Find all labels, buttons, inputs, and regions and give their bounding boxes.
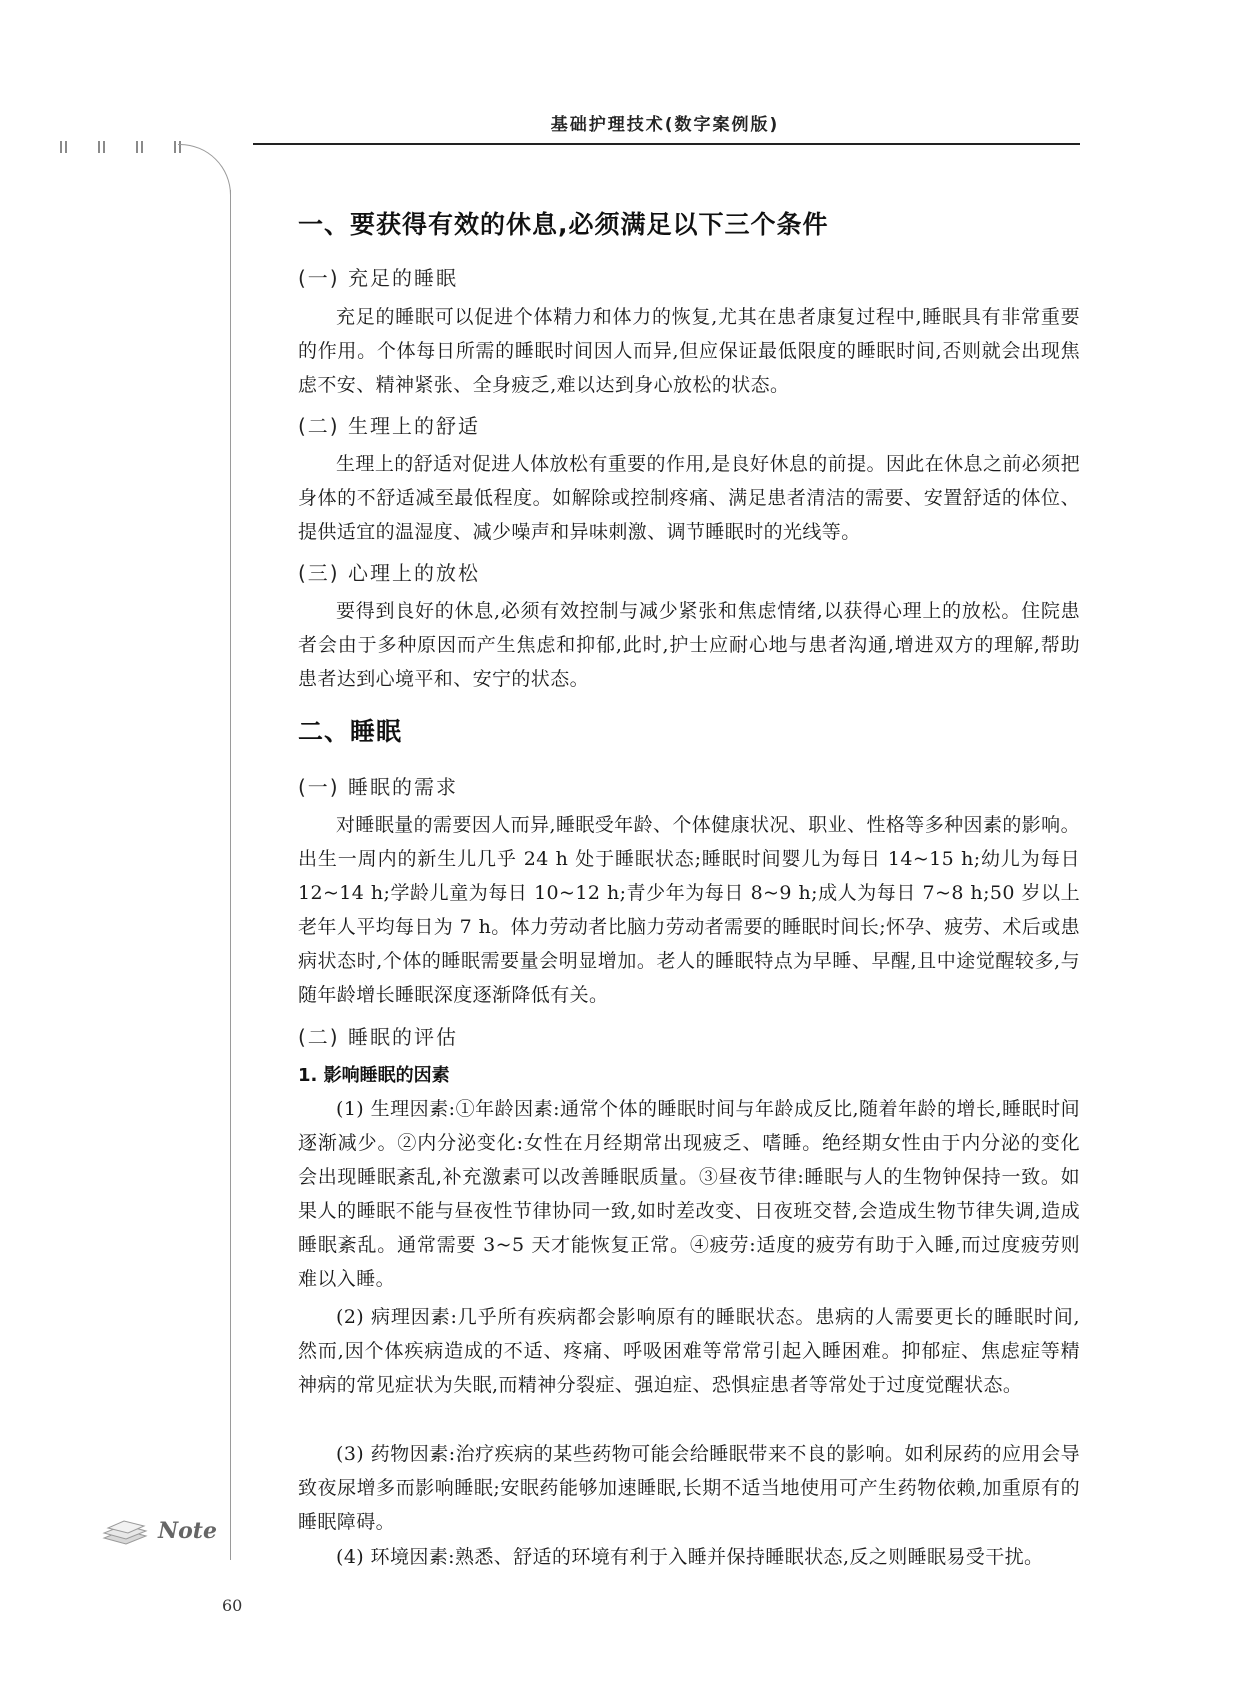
- page-number: 60: [222, 1596, 243, 1615]
- note-label: Note: [158, 1518, 217, 1544]
- paragraph-drug-factors: (3) 药物因素:治疗疾病的某些药物可能会给睡眠带来不良的影响。如利尿药的应用会导致夜尿增多而影响睡眠;安眠药能够加速睡眠,长期不适当地使用可产生药物依赖,加重原有的睡眠障碍。: [298, 1443, 1080, 1533]
- paragraph-psychological-relaxation: 要得到良好的休息,必须有效控制与减少紧张和焦虑情绪,以获得心理上的放松。住院患者会由于多种原因而产生焦虑和抑郁,此时,护士应耐心地与患者沟通,增进双方的理解,帮助患者达到心境平和、安宁的状态。: [298, 600, 1080, 690]
- paragraph-sleep-needs: 对睡眠量的需要因人而异,睡眠受年龄、个体健康状况、职业、性格等多种因素的影响。出生一周内的新生儿几乎 24 h 处于睡眠状态;睡眠时间婴儿为每日 14~15 h;幼儿为每日 12~14 h;学龄儿童为每日 10~12 h;青少年为每日 8~9 h;成人为每日 7~8 h;50 岁以上老年人平均每日为 7 h。体力劳动者比脑力劳动者需要的睡眠时间长;怀孕、疲劳、术后或患病状态时,个体的睡眠需要量会明显增加。老人的睡眠特点为早睡、早醒,且中途觉醒较多,与随年龄增长睡眠深度逐渐降低有关。: [298, 814, 1081, 1006]
- running-header-title: 基础护理技术(数字案例版): [550, 115, 780, 135]
- paragraph-physical-comfort: 生理上的舒适对促进人体放松有重要的作用,是良好休息的前提。因此在休息之前必须把身体的不舒适减至最低程度。如解除或控制疼痛、满足患者清洁的需要、安置舒适的体位、提供适宜的温湿度、减少噪声和异味刺激、调节睡眠时的光线等。: [298, 453, 1080, 543]
- heading-sleep-factors: 1. 影响睡眠的因素: [298, 1065, 450, 1086]
- header-rule: [253, 143, 1080, 145]
- margin-vertical-rule: [230, 190, 231, 1560]
- subheading-psychological-relaxation: (三) 心理上的放松: [298, 561, 480, 585]
- section-heading-sleep: 二、睡眠: [298, 717, 403, 746]
- subheading-sleep-needs: (一) 睡眠的需求: [298, 775, 458, 799]
- margin-corner-arc: [178, 144, 231, 195]
- paragraph-sufficient-sleep: 充足的睡眠可以促进个体精力和体力的恢复,尤其在患者康复过程中,睡眠具有非常重要的作用。个体每日所需的睡眠时间因人而异,但应保证最低限度的睡眠时间,否则就会出现焦虑不安、精神紧张、全身疲乏,难以达到身心放松的状态。: [298, 306, 1080, 396]
- paragraph-pathological-factors: (2) 病理因素:几乎所有疾病都会影响原有的睡眠状态。患病的人需要更长的睡眠时间,然而,因个体疾病造成的不适、疼痛、呼吸困难等常常引起入睡困难。抑郁症、焦虑症等精神病的常见症状为失眠,而精神分裂症、强迫症、恐惧症患者等常处于过度觉醒状态。: [298, 1306, 1080, 1396]
- subheading-physical-comfort: (二) 生理上的舒适: [298, 414, 480, 438]
- paragraph-environmental-factors: (4) 环境因素:熟悉、舒适的环境有利于入睡并保持睡眠状态,反之则睡眠易受干扰。: [336, 1546, 1044, 1568]
- book-stack-icon: [100, 1520, 150, 1546]
- subheading-sleep-assessment: (二) 睡眠的评估: [298, 1025, 458, 1049]
- section-heading-rest: 一、要获得有效的休息,必须满足以下三个条件: [298, 210, 829, 239]
- paragraph-physiological-factors: (1) 生理因素:①年龄因素:通常个体的睡眠时间与年龄成反比,随着年龄的增长,睡眠时间逐渐减少。②内分泌变化:女性在月经期常出现疲乏、嗜睡。绝经期女性由于内分泌的变化会出现睡眠紊乱,补充激素可以改善睡眠质量。③昼夜节律:睡眠与人的生物钟保持一致。如果人的睡眠不能与昼夜性节律协同一致,如时差改变、日夜班交替,会造成生物节律失调,造成睡眠紊乱。通常需要 3~5 天才能恢复正常。④疲劳:适度的疲劳有助于入睡,而过度疲劳则难以入睡。: [298, 1098, 1080, 1290]
- note-logo: [100, 1510, 217, 1550]
- subheading-sufficient-sleep: (一) 充足的睡眠: [298, 266, 458, 290]
